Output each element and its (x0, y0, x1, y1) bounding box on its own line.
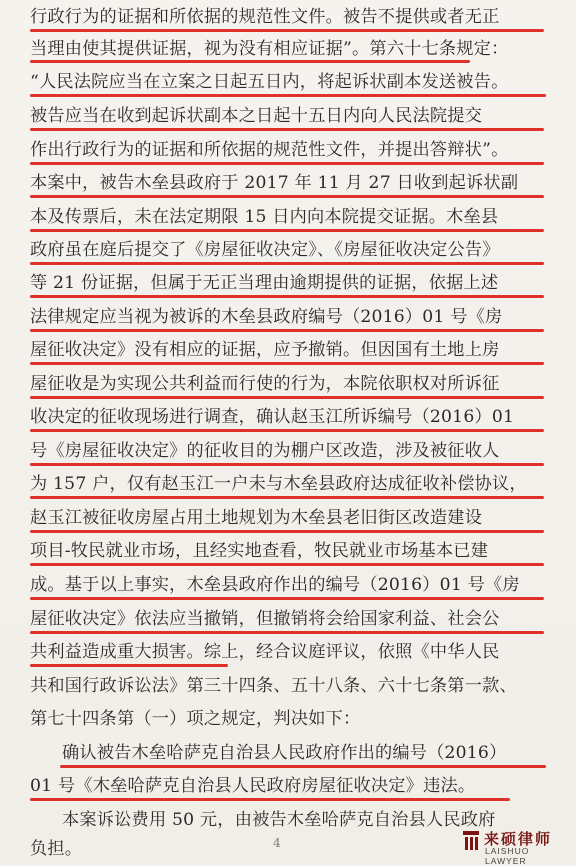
text-line (0, 34, 576, 64)
highlight-underline (30, 496, 544, 499)
highlight-underline (30, 162, 544, 165)
logo-mark-icon (462, 830, 480, 852)
line-text: 政府虽在庭后提交了《房屋征收决定》、《房屋征收决定公告》 (30, 240, 500, 260)
text-line (0, 2, 576, 32)
highlight-underline (30, 94, 546, 97)
logo-name-cn: 来硕律师 (484, 830, 553, 848)
line-text: 行政行为的证据和所依据的规范性文件。被告不提供或者无正 (30, 7, 500, 27)
line-text: 本案中，被告木垒县政府于 2017 年 11 月 27 日收到起诉状副 (30, 173, 519, 193)
highlight-underline (60, 765, 546, 768)
highlight-underline (30, 295, 544, 298)
text-line (0, 469, 576, 499)
line-text: 被告应当在收到起诉状副本之日起十五日内向人民法院提交 (30, 106, 483, 126)
highlight-underline (30, 530, 544, 533)
highlight-underline (30, 563, 544, 566)
highlight-underline (30, 60, 470, 63)
text-line (0, 302, 576, 332)
line-text: 负担。 (30, 839, 83, 859)
line-text: 当理由使其提供证据，视为没有相应证据”。第六十七条规定： (30, 39, 509, 59)
text-line (0, 637, 576, 667)
firm-logo (462, 828, 572, 866)
page-number: 4 (273, 836, 281, 850)
line-text: 屋征收决定》没有相应的证据，应予撤销。但因国有土地上房 (30, 340, 500, 360)
line-text: 01 号《木垒哈萨克自治县人民政府房屋征收决定》违法。 (30, 776, 476, 796)
highlight-underline (30, 664, 228, 667)
line-text: 第七十四条第（一）项之规定，判决如下： (30, 709, 361, 729)
text-line (0, 570, 576, 600)
highlight-underline (30, 329, 544, 332)
line-text: “人民法院应当在立案之日起五日内，将起诉状副本发送被告。 (30, 72, 509, 92)
text-line (0, 771, 576, 801)
highlight-underline (30, 429, 544, 432)
line-text: 法律规定应当视为被诉的木垒县政府编号（2016）01 号《房 (30, 307, 503, 327)
highlight-underline (30, 262, 544, 265)
line-text: 共利益造成重大损害。综上，经合议庭评议，依照《中华人民 (30, 642, 500, 662)
highlight-underline (30, 195, 544, 198)
text-line (0, 604, 576, 634)
text-line (0, 402, 576, 432)
text-line (0, 369, 576, 399)
text-line (0, 738, 576, 768)
line-text: 收决定的征收现场进行调查，确认赵玉江所诉编号（2016）01 (30, 407, 515, 427)
text-line (0, 704, 576, 734)
highlight-underline (30, 597, 544, 600)
line-text: 共和国行政诉讼法》第三十四条、五十八条、六十七条第一款、 (30, 676, 517, 696)
line-text: 赵玉江被征收房屋占用土地规划为木垒县老旧街区改造建设 (30, 508, 483, 528)
highlight-underline (30, 29, 544, 32)
text-line (0, 235, 576, 265)
line-text: 屋征收决定》依法应当撤销，但撤销将会给国家利益、社会公 (30, 609, 500, 629)
highlight-underline (30, 798, 510, 801)
text-line (0, 536, 576, 566)
line-text: 成。基于以上事实，木垒县政府作出的编号（2016）01 号《房 (30, 575, 520, 595)
line-text: 号《房屋征收决定》的征收目的为棚户区改造，涉及被征收人 (30, 441, 500, 461)
line-text: 本及传票后，未在法定期限 15 日内向本院提交证据。木垒县 (30, 207, 499, 227)
line-text: 作出行政行为的证据和所依据的规范性文件，并提出答辩状”。 (30, 140, 509, 160)
line-text: 为 157 户，仅有赵玉江一户未与木垒县政府达成征收补偿协议， (30, 474, 527, 494)
text-line (0, 168, 576, 198)
highlight-underline (30, 229, 544, 232)
highlight-underline (30, 463, 544, 466)
line-text: 等 21 份证据，但属于无正当理由逾期提供的证据，依据上述 (30, 273, 499, 293)
highlight-underline (30, 631, 544, 634)
line-text: 屋征收是为实现公共利益而行使的行为，本院依职权对所诉征 (30, 374, 500, 394)
text-line (0, 436, 576, 466)
text-line (0, 202, 576, 232)
text-line (0, 67, 576, 97)
line-text: 确认被告木垒哈萨克自治县人民政府作出的编号（2016） (62, 743, 507, 763)
text-line (0, 335, 576, 365)
text-line (0, 503, 576, 533)
line-text: 项目-牧民就业市场，且经实地查看，牧民就业市场基本已建 (30, 541, 489, 561)
line-text: 本案诉讼费用 50 元，由被告木垒哈萨克自治县人民政府 (62, 810, 496, 830)
text-line (0, 671, 576, 701)
text-line (0, 135, 576, 165)
highlight-underline (30, 128, 544, 131)
highlight-underline (30, 362, 544, 365)
highlight-underline (30, 396, 544, 399)
text-line (0, 101, 576, 131)
logo-name-en: LAISHUO LAWYER (485, 846, 530, 866)
text-line (0, 268, 576, 298)
